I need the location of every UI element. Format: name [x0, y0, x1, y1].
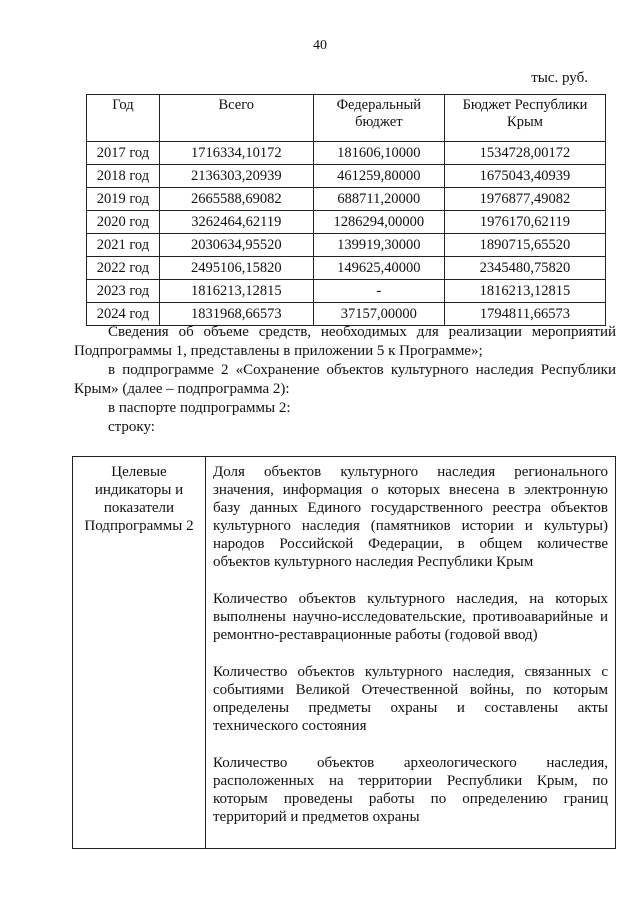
- cell-republic: 2345480,75820: [444, 257, 605, 280]
- cell-federal: 181606,10000: [313, 142, 444, 165]
- cell-republic: 1794811,66573: [444, 303, 605, 326]
- cell-year: 2022 год: [87, 257, 160, 280]
- paragraph-passport: в паспорте подпрограммы 2:: [108, 400, 291, 416]
- indicator-item: Доля объектов культурного наследия регионального значения, информация о которых внесена в электронную базу данных Единого государственного реестра объектов культурного наследия (памятников истории и культуры) народов Российской Федерации, в общем количестве объектов культурного наследия Республики Крым: [213, 464, 608, 570]
- indicators-table: [72, 456, 616, 849]
- cell-year: 2018 год: [87, 165, 160, 188]
- cell-republic: 1675043,40939: [444, 165, 605, 188]
- cell-total: 2665588,69082: [159, 188, 313, 211]
- cell-federal: 688711,20000: [313, 188, 444, 211]
- indicators-content: [206, 457, 616, 849]
- cell-year: 2019 год: [87, 188, 160, 211]
- cell-republic: 1890715,65520: [444, 234, 605, 257]
- paragraph-row: строку:: [108, 419, 155, 435]
- cell-federal: 1286294,00000: [313, 211, 444, 234]
- budget-table: [86, 94, 606, 326]
- indicator-item: Количество объектов культурного наследия, на которых выполнены научно-исследовательские, противоаварийные и ремонтно-реставрационные работы (годовой ввод): [213, 591, 608, 643]
- table-row: [87, 188, 606, 211]
- cell-total: 2030634,95520: [159, 234, 313, 257]
- cell-republic: 1534728,00172: [444, 142, 605, 165]
- paragraph-funding-info: Сведения об объеме средств, необходимых для реализации мероприятий Подпрограммы 1, представлены в приложении 5 к Программе»;: [74, 324, 616, 359]
- cell-federal: 461259,80000: [313, 165, 444, 188]
- indicator-item: Количество объектов культурного наследия, связанных с событиями Великой Отечественной войны, по которым определены предметы охраны и составлены акты технического состояния: [213, 664, 608, 734]
- table-row: [87, 211, 606, 234]
- cell-year: 2024 год: [87, 303, 160, 326]
- cell-republic: 1816213,12815: [444, 280, 605, 303]
- indicators-label: Целевые индикаторы и показатели Подпрограммы 2: [73, 457, 206, 849]
- cell-total: 2495106,15820: [159, 257, 313, 280]
- table-row: [87, 142, 606, 165]
- header-year: Год: [87, 95, 160, 142]
- cell-total: 3262464,62119: [159, 211, 313, 234]
- cell-federal: 37157,00000: [313, 303, 444, 326]
- header-total: Всего: [159, 95, 313, 142]
- cell-federal: 139919,30000: [313, 234, 444, 257]
- cell-year: 2017 год: [87, 142, 160, 165]
- currency-unit: тыс. руб.: [531, 70, 588, 86]
- cell-total: 1816213,12815: [159, 280, 313, 303]
- cell-republic: 1976170,62119: [444, 211, 605, 234]
- cell-total: 2136303,20939: [159, 165, 313, 188]
- cell-federal: 149625,40000: [313, 257, 444, 280]
- table-row: [87, 234, 606, 257]
- table-row: [87, 280, 606, 303]
- header-republic: Бюджет Республики Крым: [444, 95, 605, 142]
- cell-republic: 1976877,49082: [444, 188, 605, 211]
- cell-year: 2020 год: [87, 211, 160, 234]
- page-number: 40: [313, 38, 327, 53]
- cell-year: 2023 год: [87, 280, 160, 303]
- paragraph-subprogram-2: в подпрограмме 2 «Сохранение объектов культурного наследия Республики Крым» (далее – подпрограмма 2):: [74, 362, 616, 397]
- cell-total: 1716334,10172: [159, 142, 313, 165]
- cell-total: 1831968,66573: [159, 303, 313, 326]
- budget-table-header-row: [87, 95, 606, 142]
- indicator-item: Количество объектов археологического наследия, расположенных на территории Республики Крым, по которым проведены работы по определению границ территорий и предметов охраны: [213, 755, 608, 825]
- cell-year: 2021 год: [87, 234, 160, 257]
- header-federal: Федеральный бюджет: [313, 95, 444, 142]
- table-row: [87, 165, 606, 188]
- table-row: [87, 257, 606, 280]
- cell-federal: -: [313, 280, 444, 303]
- indicators-row: [73, 457, 616, 849]
